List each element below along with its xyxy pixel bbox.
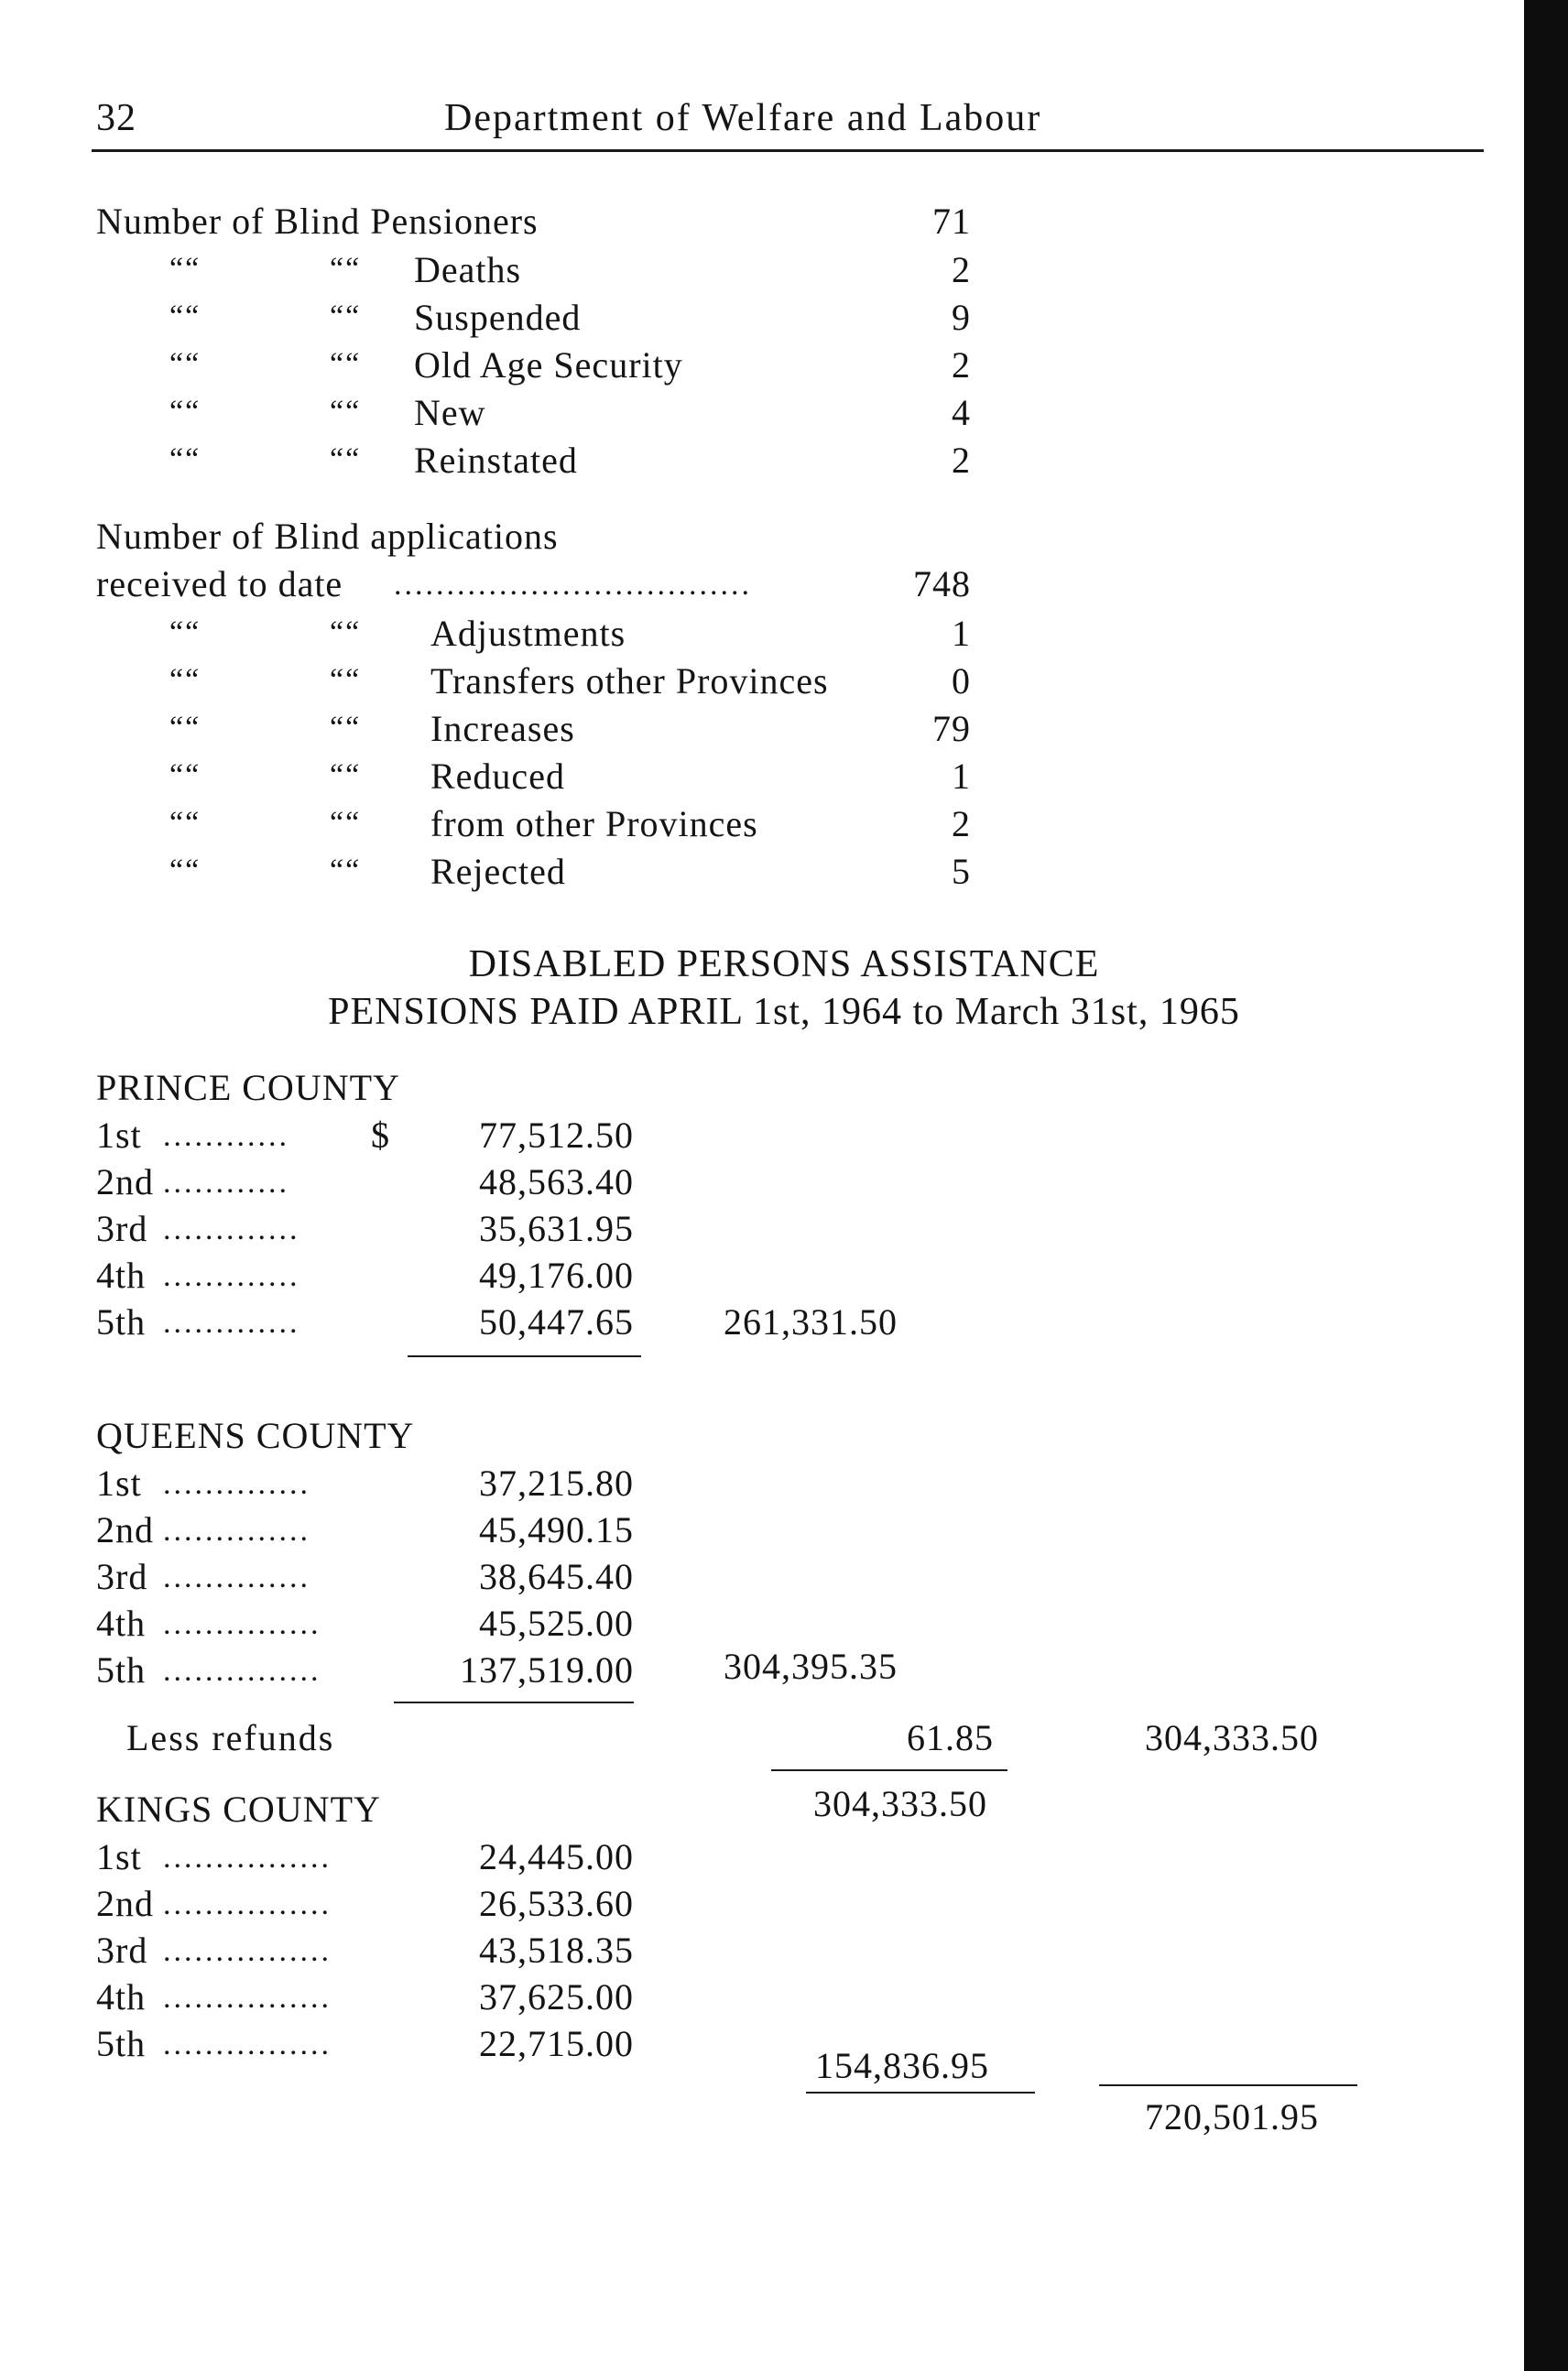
ditto-mark: ““ [330,395,362,429]
district-label: 1st [96,1115,142,1156]
dot-leader: .............. [163,1467,310,1501]
applications-leader: .................................. [394,568,752,602]
district-label: 3rd [96,1556,148,1597]
district-amount: 49,176.00 [479,1255,634,1296]
applications-total: 748 [913,563,971,604]
applications-row-label: Transfers other Provinces [430,660,829,702]
district-amount: 43,518.35 [479,1930,634,1971]
district-label: 4th [96,1603,147,1644]
ditto-mark: ““ [169,854,201,887]
district-amount: 48,563.40 [479,1161,634,1202]
applications-row-label: Adjustments [430,613,626,654]
ditto-mark: ““ [330,299,362,333]
kings-underline [806,2092,1035,2094]
applications-row-value: 5 [952,851,971,892]
ditto-mark: ““ [169,347,201,381]
dot-leader: ............. [163,1213,300,1246]
queens-underline [394,1702,634,1703]
dot-leader: ............. [163,1306,300,1340]
ditto-mark: ““ [330,711,362,745]
district-amount: 77,512.50 [479,1115,634,1156]
pensioners-row-value: 2 [952,344,971,386]
section-title: DISABLED PERSONS ASSISTANCE [468,943,1100,985]
pensioners-row-value: 2 [952,249,971,290]
dot-leader: ............. [163,1259,300,1293]
less-refunds-label: Less refunds [126,1717,335,1758]
page-title: Department of Welfare and Labour [444,97,1042,139]
queens-net-right: 304,333.50 [1145,1717,1319,1758]
queens-county-heading: QUEENS COUNTY [96,1415,415,1456]
scan-edge-band [1524,0,1568,2371]
district-amount: 137,519.00 [460,1649,634,1691]
ditto-mark: ““ [330,663,362,697]
prince-county-subtotal: 261,331.50 [724,1301,898,1343]
district-amount: 45,525.00 [479,1603,634,1644]
page-number: 32 [96,97,136,139]
prince-county-heading: PRINCE COUNTY [96,1067,400,1108]
dot-leader: ................ [163,1887,332,1921]
applications-row-label: Reduced [430,756,565,797]
pensioners-row-label: Old Age Security [414,344,683,386]
grand-total-rule [1099,2084,1357,2086]
district-label: 4th [96,1255,147,1296]
kings-county-subtotal: 154,836.95 [815,2045,989,2086]
applications-row-value: 0 [952,660,971,702]
applications-row-label: Rejected [430,851,566,892]
queens-net: 304,333.50 [813,1783,987,1824]
section-subtitle: PENSIONS PAID APRIL 1st, 1964 to March 31st, 1965 [328,991,1240,1033]
ditto-mark: ““ [330,854,362,887]
dot-leader: ................ [163,1841,332,1875]
district-label: 5th [96,2023,147,2064]
pensioners-heading-value: 71 [932,201,971,242]
queens-refunds: 61.85 [907,1717,994,1758]
ditto-mark: ““ [169,442,201,476]
district-amount: 26,533.60 [479,1883,634,1924]
district-amount: 24,445.00 [479,1836,634,1877]
applications-row-label: Increases [430,708,575,749]
dot-leader: .............. [163,1561,310,1594]
dot-leader: ................ [163,1934,332,1968]
pensioners-row-label: Reinstated [414,440,578,481]
district-label: 2nd [96,1509,154,1550]
ditto-mark: ““ [169,252,201,286]
currency-symbol: $ [371,1115,390,1156]
dot-leader: ............ [163,1119,289,1153]
applications-row-value: 2 [952,803,971,844]
dot-leader: ................ [163,2028,332,2061]
district-label: 1st [96,1463,142,1504]
pensioners-row-label: Deaths [414,249,522,290]
ditto-mark: ““ [169,663,201,697]
pensioners-row-label: Suspended [414,297,582,338]
district-amount: 37,625.00 [479,1976,634,2018]
district-label: 4th [96,1976,147,2018]
dot-leader: ................ [163,1981,332,2015]
ditto-mark: ““ [330,758,362,792]
district-label: 2nd [96,1883,154,1924]
header-rule [92,149,1484,152]
pensioners-heading: Number of Blind Pensioners [96,201,539,242]
district-label: 2nd [96,1161,154,1202]
ditto-mark: ““ [169,615,201,649]
refunds-underline [771,1769,1007,1771]
dot-leader: ............... [163,1607,321,1641]
applications-heading-line2: received to date [96,563,343,604]
district-amount: 38,645.40 [479,1556,634,1597]
pensioners-row-value: 9 [952,297,971,338]
ditto-mark: ““ [169,299,201,333]
applications-row-value: 79 [932,708,971,749]
district-amount: 35,631.95 [479,1208,634,1249]
district-label: 3rd [96,1208,148,1249]
queens-county-subtotal: 304,395.35 [724,1646,898,1687]
ditto-mark: ““ [169,758,201,792]
district-label: 5th [96,1301,147,1343]
district-amount: 37,215.80 [479,1463,634,1504]
district-label: 5th [96,1649,147,1691]
applications-row-value: 1 [952,613,971,654]
dot-leader: ............ [163,1166,289,1200]
district-amount: 22,715.00 [479,2023,634,2064]
ditto-mark: ““ [330,442,362,476]
prince-underline [408,1355,641,1357]
grand-total: 720,501.95 [1145,2096,1319,2137]
ditto-mark: ““ [330,347,362,381]
ditto-mark: ““ [330,615,362,649]
ditto-mark: ““ [169,711,201,745]
district-label: 1st [96,1836,142,1877]
applications-row-value: 1 [952,756,971,797]
kings-county-heading: KINGS COUNTY [96,1789,381,1830]
district-amount: 45,490.15 [479,1509,634,1550]
pensioners-row-value: 2 [952,440,971,481]
ditto-mark: ““ [169,395,201,429]
ditto-mark: ““ [169,806,201,840]
district-label: 3rd [96,1930,148,1971]
pensioners-row-label: New [414,392,486,433]
pensioners-row-value: 4 [952,392,971,433]
ditto-mark: ““ [330,252,362,286]
dot-leader: .............. [163,1514,310,1548]
ditto-mark: ““ [330,806,362,840]
dot-leader: ............... [163,1654,321,1688]
applications-row-label: from other Provinces [430,803,758,844]
district-amount: 50,447.65 [479,1301,634,1343]
applications-heading-line1: Number of Blind applications [96,516,559,557]
